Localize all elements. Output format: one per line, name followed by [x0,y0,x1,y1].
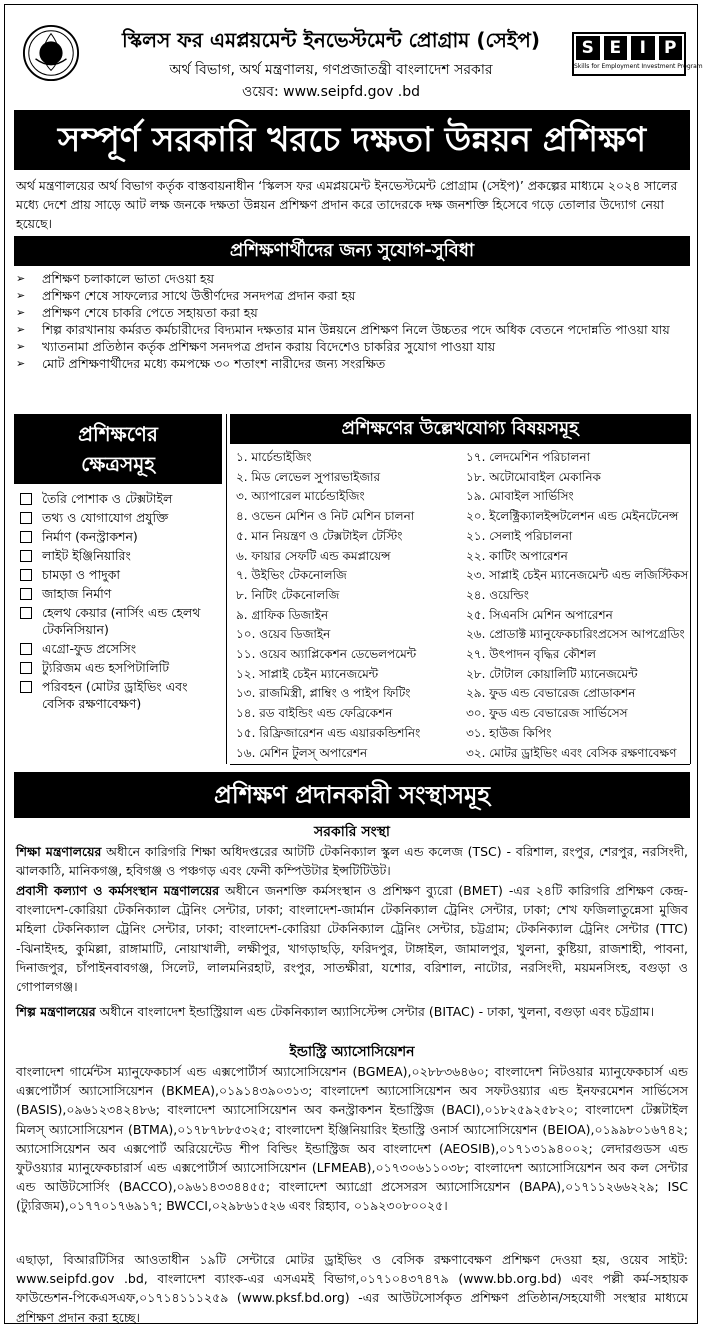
checkbox-icon [20,493,32,505]
checkbox-icon [20,512,32,524]
list-item: ২১. সেলাই পরিচালনা [466,528,573,543]
list-item: ১২. সাপ্লাই চেইন ম্যানেজমেন্ট [236,666,379,681]
list-item: পরিবহন (মোটর ড্রাইভিং এবং বেসিক রক্ষণাবেক্ষণ) [16,678,222,712]
list-item: ➢ প্রশিক্ষণ শেষে সাফল্যের সাথে উত্তীর্ণদের সনদপত্র প্রদান করা হয় [16,288,356,303]
seip-letter: P [659,36,683,60]
seip-letter: S [576,36,600,60]
list-item: নির্মাণ (কনস্ট্রাকশন) [16,528,222,545]
government-org-heading: সরকারি সংস্থা [314,824,390,840]
industry-ministry-paragraph: শিল্প মন্ত্রণালয়ের অধীনে বাংলাদেশ ইন্ডাস্ট্রিয়াল এন্ড টেকনিক্যাল অ্যাসিস্টেন্স সেন্টার (BITAC) - ঢাকা, খুলনা, বগুড়া এবং চট্টগ্রাম। [16,1004,655,1019]
providers-heading: প্রশিক্ষণ প্রদানকারী সংস্থাসমূহ [14,772,690,818]
list-item: ৫. মান নিয়ন্ত্রণ ও টেক্সটাইল টেস্টিং [236,528,403,543]
list-item: ২৩. সাপ্লাই চেইন ম্যানেজমেন্ট এন্ড লজিস্টিকস [466,568,689,583]
seip-tagline: Skills for Employment Investment Program [574,63,703,70]
list-item: ৩০. ফুড এন্ড বেভারেজ সার্ভিসেস [466,706,628,721]
list-item: ২৮. টোটাল কোয়ালিটি ম্যানেজমেন্ট [466,666,638,681]
seip-logo [572,32,703,76]
list-item: ➢ শিল্প কারখানায় কর্মরত কর্মচারীদের বিদ্যমান দক্ষতার মান উন্নয়নে প্রশিক্ষণ নিলে উচ্চতর পদে অধিক বেতনে পদোন্নতি পাওয়া যায় [16,322,670,337]
list-item: ২৫. সিএনসি মেশিন অপারেশন [466,607,613,622]
list-item: তৈরি পোশাক ও টেক্সটাইল [16,490,222,507]
list-item: ৬. ফায়ার সেফটি এন্ড কমপ্লায়েন্স [236,548,391,563]
arrow-bullet-icon: ➢ [16,357,26,370]
list-item: ১৭. লেদমেশিন পরিচালনা [466,450,591,464]
subjects-column-1 [236,448,460,763]
list-item: ৭. উইভিং টেকনোলজি [236,568,347,583]
government-seal-logo [22,24,80,82]
list-item: ১৮. অটোমোবাইল মেকানিক [466,469,601,484]
list-item: হেলথ কেয়ার (নার্সিং এন্ড হেলথ টেকনিসিয়ান) [16,604,222,638]
checkbox-icon [20,550,32,562]
column-divider [690,414,691,764]
ministry-subtitle: অর্থ বিভাগ, অর্থ মন্ত্রণালয়, গণপ্রজাতন্ত্রী বাংলাদেশ সরকার [169,62,493,78]
seip-letter: E [604,36,628,60]
list-item: ➢ প্রশিক্ষণ শেষে চাকরি পেতে সহায়তা করা হয় [16,305,258,320]
list-item: ২৯. ফুড এন্ড বেভারেজ প্রোডাকশন [466,686,636,701]
list-item: এগ্রো-ফুড প্রসেসিং [16,640,222,657]
checkbox-icon [20,643,32,655]
table-bottom-rule [230,764,690,765]
seip-letter: I [631,36,655,60]
list-item: ১৩. রাজমিস্ত্রী, প্লাম্বিং ও পাইপ ফিটিং [236,686,411,701]
list-item: ১১. ওয়েব অ্যাপ্লিকেশন ডেভেলপমেন্ট [236,647,417,662]
program-title: স্কিলস ফর এমপ্লয়মেন্ট ইনভেস্টমেন্ট প্রোগ্রাম (সেইপ) [122,28,540,52]
list-item: ১০. ওয়েব ডিজাইন [236,627,331,642]
list-item: ৩২. মোটর ড্রাইভিং এবং বেসিক রক্ষণাবেক্ষণ [466,745,677,760]
list-item: ২. মিড লেভেল সুপারভাইজার [236,469,381,484]
industry-association-heading: ইন্ডাস্ট্রি অ্যাসোসিয়েশন [289,1044,415,1060]
list-item: ৯. গ্রাফিক ডিজাইন [236,607,329,622]
checkbox-icon [20,662,32,674]
list-item: ১৬. মেশিন টুলস্ অপারেশন [236,745,368,760]
list-item: জাহাজ নির্মাণ [16,585,222,602]
list-item: ৮. নিটিং টেকনোলজি [236,587,340,602]
arrow-bullet-icon: ➢ [16,340,26,353]
closing-paragraph: এছাড়া, বিআরটিসির আওতাধীন ১৯টি সেন্টারে মোটর ড্রাইভিং ও বেসিক রক্ষণাবেক্ষণ প্রশিক্ষণ দেওয়া হয়, ওয়েব সাইট: www.seipfd.gov .bd, বাংলাদেশ ব্যাংক-এর এসএমই বিভাগ,০১৭১০৪৩৭৪৭৯ (www.bb.org.bd) এবং পল্লী কর্ম-সহায়ক ফাউন্ডেশন-পিকেএসএফ,০১৭১৪১১১২৫৯ (www.pksf.bd.org) -এর আউটসোর্সকৃত প্রশিক্ষণ প্রতিষ্ঠান/সহযোগী সংস্থার মাধ্যমে প্রশিক্ষণ প্রদান করা হচ্ছে। [16,1252,688,1325]
list-item: ২৪. ওয়েল্ডিং [466,587,529,602]
list-item: ২২. কাটিং অপারেশন [466,548,568,563]
arrow-bullet-icon: ➢ [16,272,26,285]
training-areas-list [16,490,222,714]
list-item: ১৫. রিফ্রিজারেশন এন্ড এয়ারকন্ডিশনিং [236,725,421,740]
list-item: ➢ মোট প্রশিক্ষণার্থীদের মধ্যে কমপক্ষে ৩০ শতাংশ নারীদের জন্য সংরক্ষিত [16,356,386,371]
list-item: ➢ খ্যাতনামা প্রতিষ্ঠান কর্তৃক প্রশিক্ষণ সনদপত্র প্রদান করায় বিদেশেও চাকরির সুযোগ পাওয়া যায় [16,339,496,354]
column-divider [226,414,227,764]
list-item: ৪. ওভেন মেশিন ও নিট মেশিন চালনা [236,509,415,524]
benefits-heading: প্রশিক্ষণার্থীদের জন্য সুযোগ-সুবিধা [14,236,690,266]
benefits-list [16,270,688,372]
industry-association-paragraph: বাংলাদেশ গার্মেন্টস ম্যানুফেকচার্স এন্ড এক্সপোর্টার্স অ্যাসোসিয়েশন (BGMEA),০২৮৮৩৬৪৬০; বাংলাদেশ নিটওয়ার ম্যানুফেকচার্স এন্ড এক্সপোর্টার্স অ্যাসোসিয়েশন (BKMEA),০১৯১৪৩৯০৩১৩; বাংলাদেশ অ্যাসোসিয়েশন অব সফটওয়্যার এন্ড ইনফরমেশন সার্ভিসেস (BASIS),০৯৬১২৩৪২৪৮৬; বাংলাদেশ অ্যাসোসিয়েশন অব কনস্ট্রাকশন ইন্ডাস্ট্রিজ (BACI),০১৮২৫৯২৫৮২০; বাংলাদেশ টেক্সটাইল মিলস্ অ্যাসোসিয়েশন (BTMA),০১৭৮৭৮৮৫৩২৫; বাংলাদেশ ইঞ্জিনিয়ারিং ইন্ডাস্ট্রি ওনার্স অ্যাসোসিয়েশন (BEIOA),০১৯৯৮০১৬৭৪২; অ্যাসোসিয়েশন অব এক্সপোর্ট অরিয়েন্টেড শীপ বিল্ডিং ইন্ডাস্ট্রিজ অব বাংলাদেশ (AEOSIB),০১৭১৩১৯৪০০২; লেদারগুডস এন্ড ফুটওয়্যার ম্যানুফেকচারার্স এন্ড এক্সপোর্টার্স অ্যাসোসিয়েশন (LFMEAB),০১৭৩০৬১১০৩৮; বাংলাদেশ অ্যাসোসিয়েশন অব কল সেন্টার এন্ড আউটসোর্সিং (BACCO),০৯৬১৪৩৩৪৪৫৫; বাংলাদেশ অ্যাগ্রো প্রসেসরস অ্যাসোসিয়েশন (BAPA),০১৭১১২৬৬২২৯; ISC (ট্যুরিজম),০১৭৭০১৭৬৯১৭; BWCCI,০২৯৮৬১৫২৬ এবং রিহ্যাব, ০১৯২৩০৮০০২৫। [16,1064,688,1214]
arrow-bullet-icon: ➢ [16,306,26,319]
list-item: তথ্য ও যোগাযোগ প্রযুক্তি [16,509,222,526]
checkbox-icon [20,681,32,693]
list-item: লাইট ইঞ্জিনিয়ারিং [16,547,222,564]
checkbox-icon [20,588,32,600]
subjects-column-2 [466,448,690,763]
expatriate-ministry-paragraph: প্রবাসী কল্যাণ ও কর্মসংস্থান মন্ত্রণালয়ের অধীনে জনশক্তি কর্মসংস্থান ও প্রশিক্ষণ ব্যুরো (BMET) -এর ২৪টি কারিগরি প্রশিক্ষণ কেন্দ্র- বাংলাদেশ-কোরিয়া টেকনিক্যাল ট্রেনিং সেন্টার, ঢাকা; বাংলাদেশ-জার্মান টেকনিক্যাল ট্রেনিং সেন্টার, ঢাকা; শেখ ফজিলাতুন্নেসা মুজিব মহিলা টেকনিক্যাল ট্রেনিং সেন্টার, ঢাকা; বাংলাদেশ-কোরিয়া টেকনিক্যাল ট্রেনিং সেন্টার, চট্টগ্রাম; টেকনিক্যাল ট্রেনিং সেন্টার (TTC) -ঝিনাইদহ, কুমিল্লা, রাঙ্গামাটি, নোয়াখালী, লক্ষীপুর, খাগড়াছড়ি, ফরিদপুর, টাঙ্গাইল, জামালপুর, খুলনা, কুষ্টিয়া, রাজশাহী, পাবনা, দিনাজপুর, চাঁপাইনবাবগঞ্জ, সিলেট, লালমনিরহাট, রংপুর, সাতক্ষীরা, যশোর, বরিশাল, নাটোর, নরসিংদী, ময়মনসিংহ, বগুড়া ও গোপালগঞ্জ। [16,883,688,995]
checkbox-icon [20,569,32,581]
training-areas-heading: প্রশিক্ষণের ক্ষেত্রসমূহ [14,414,222,484]
list-item: চামড়া ও পাদুকা [16,566,222,583]
arrow-bullet-icon: ➢ [16,289,26,302]
list-item: ২৭. উৎপাদন বৃদ্ধির কৌশল [466,647,596,662]
website-line: ওয়েব: www.seipfd.gov .bd [241,84,420,100]
list-item: ১. মার্চেন্ডাইজিং [236,450,312,464]
subjects-heading: প্রশিক্ষণের উল্লেখযোগ্য বিষয়সমূহ [230,414,690,444]
list-item: ২০. ইলেক্ট্রিক্যালইন্সটলেশন এন্ড মেইনটেনেন্স [466,509,679,524]
education-ministry-paragraph: শিক্ষা মন্ত্রণালয়ের অধীনে কারিগরি শিক্ষা অধিদপ্তরের আটটি টেকনিক্যাল স্কুল এন্ড কলেজ (TSC) - বরিশাল, রংপুর, শেরপুর, নরসিংদী, ঝালকাঠি, মানিকগঞ্জ, হবিগঞ্জ ও পঞ্চগড় এবং ফেনী কম্পিউটার ইন্সটিটিউট। [16,844,688,879]
list-item: ২৬. প্রোডাক্ট ম্যানুফেকচারিংপ্রসেস আপগ্রেডিং [466,627,685,642]
list-item: ট্যুরিজম এন্ড হসপিটালিটি [16,659,222,676]
checkbox-icon [20,531,32,543]
intro-paragraph: অর্থ মন্ত্রণালয়ের অর্থ বিভাগ কর্তৃক বাস্তবায়নাধীন ‘স্কিলস ফর এমপ্লয়মেন্ট ইনভেস্টমেন্ট প্রোগ্রাম (সেইপ)’ প্রকল্পের মাধ্যমে ২০২৪ সালের মধ্যে দেশে প্রায় সাড়ে আট লক্ষ জনকে দক্ষতা উন্নয়ন প্রশিক্ষণ প্রদান করে তাদেরকে দক্ষ জনশক্তি হিসেবে গড়ে তোলার উদ্যোগ নেয়া হয়েছে। [16,178,678,231]
arrow-bullet-icon: ➢ [16,323,26,336]
checkbox-icon [20,607,32,619]
list-item: ১৪. রড বাইন্ডিং এন্ড ফেব্রিকেশন [236,706,393,721]
list-item: ১৯. মোবাইল সার্ভিসিং [466,489,574,504]
list-item: ➢ প্রশিক্ষণ চলাকালে ভাতা দেওয়া হয় [16,271,214,286]
list-item: ৩১. হাউজ কিপিং [466,725,552,740]
list-item: ৩. অ্যাপারেল মার্চেন্ডাইজিং [236,489,365,504]
main-banner: সম্পূর্ণ সরকারি খরচে দক্ষতা উন্নয়ন প্রশিক্ষণ [14,110,690,170]
